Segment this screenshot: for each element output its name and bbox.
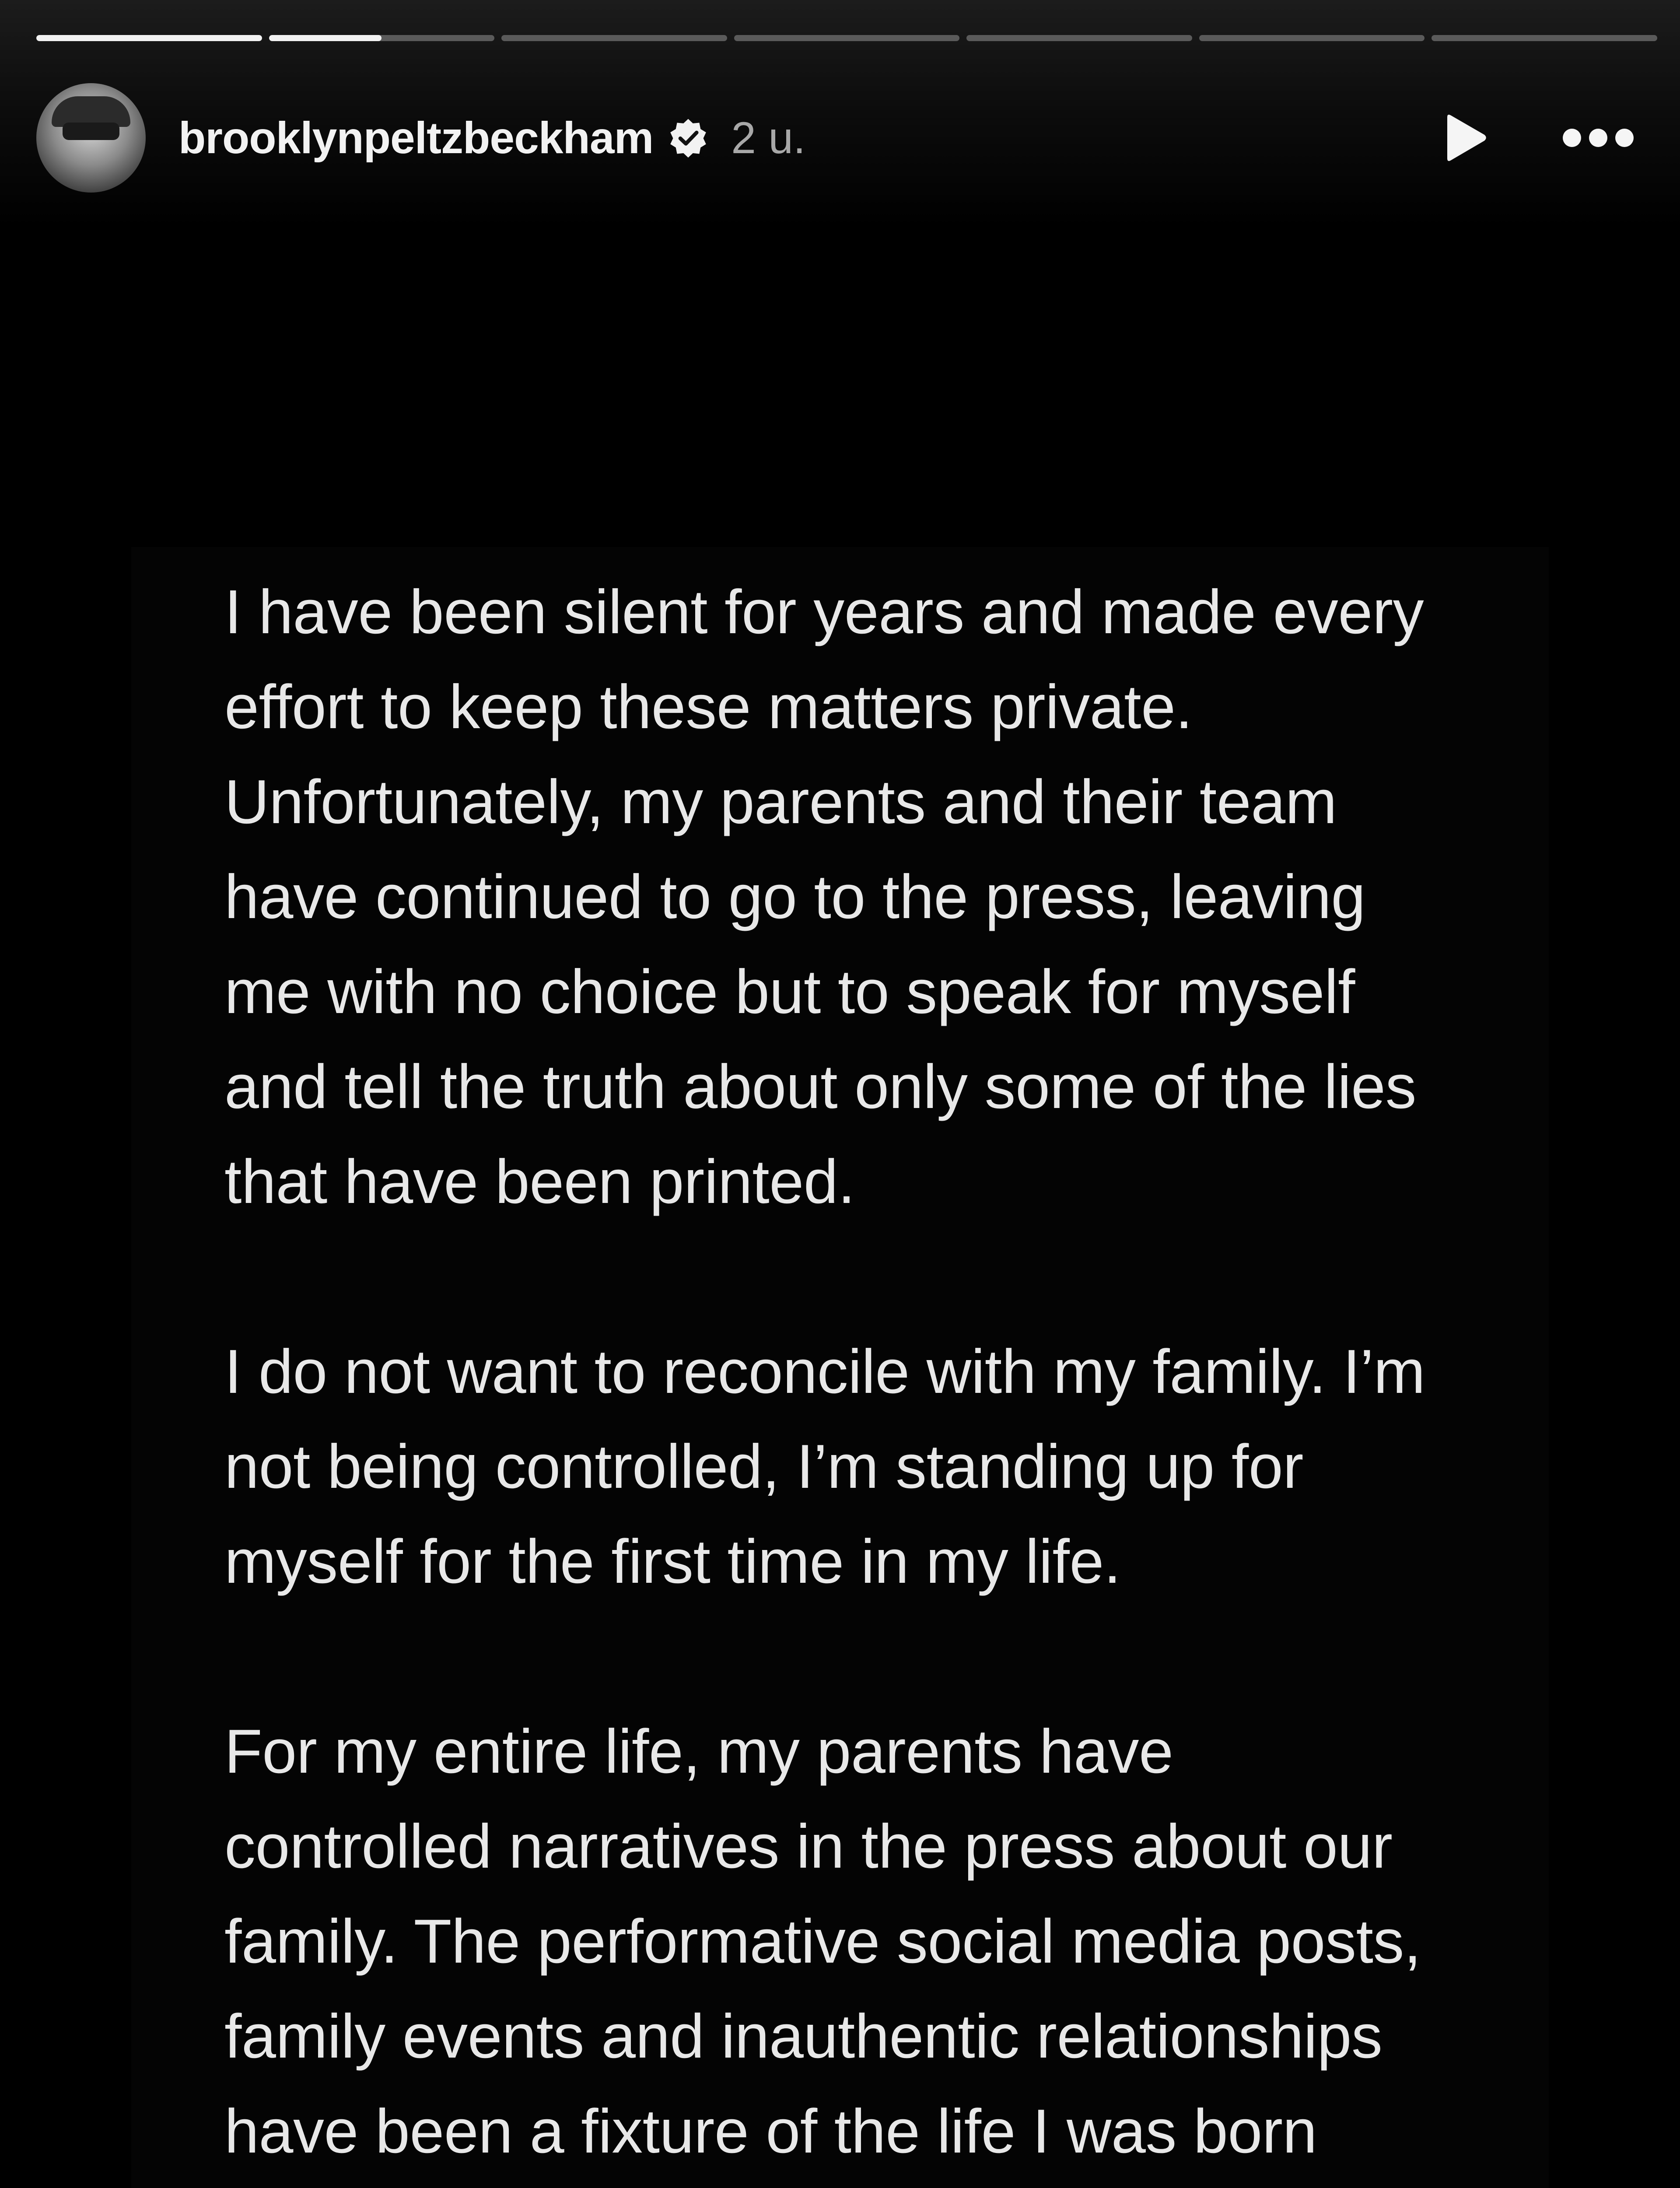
username-link[interactable]: brooklynpeltzbeckham (178, 112, 654, 163)
avatar-sunglasses (63, 123, 119, 140)
paragraph-3: For my entire life, my parents have controlled narratives in the press about our family. The performative social media posts, family events and inauthentic relationships have been a fixture of the life I was born (224, 1717, 1421, 2166)
progress-segment[interactable] (734, 35, 960, 41)
play-icon (1441, 112, 1489, 164)
story-body-text (224, 565, 1519, 2188)
progress-segment[interactable] (1199, 35, 1425, 41)
progress-fill (269, 35, 382, 41)
progress-segment[interactable] (269, 35, 495, 41)
story-header (36, 81, 1657, 195)
more-horizontal-icon (1561, 127, 1635, 149)
progress-fill (36, 35, 262, 41)
post-timestamp: 2 u. (731, 112, 806, 163)
verified-badge-icon (667, 117, 709, 159)
progress-segment[interactable] (501, 35, 727, 41)
more-options-button[interactable] (1557, 112, 1640, 164)
paragraph-2: I do not want to reconcile with my family. I’m not being controlled, I’m standing up for myself for the first time in my life. (224, 1337, 1425, 1596)
progress-segment[interactable] (1432, 35, 1657, 41)
play-button[interactable] (1438, 112, 1491, 164)
progress-segment[interactable] (36, 35, 262, 41)
avatar[interactable] (36, 83, 146, 193)
story-progress-bar (36, 35, 1657, 41)
paragraph-1: I have been silent for years and made every effort to keep these matters private. Unfortunately, my parents and their team have continued to go to the press, leaving me with no choice but to speak for myself and tell the truth about only some of the lies that have been printed. (224, 577, 1424, 1217)
progress-segment[interactable] (966, 35, 1192, 41)
